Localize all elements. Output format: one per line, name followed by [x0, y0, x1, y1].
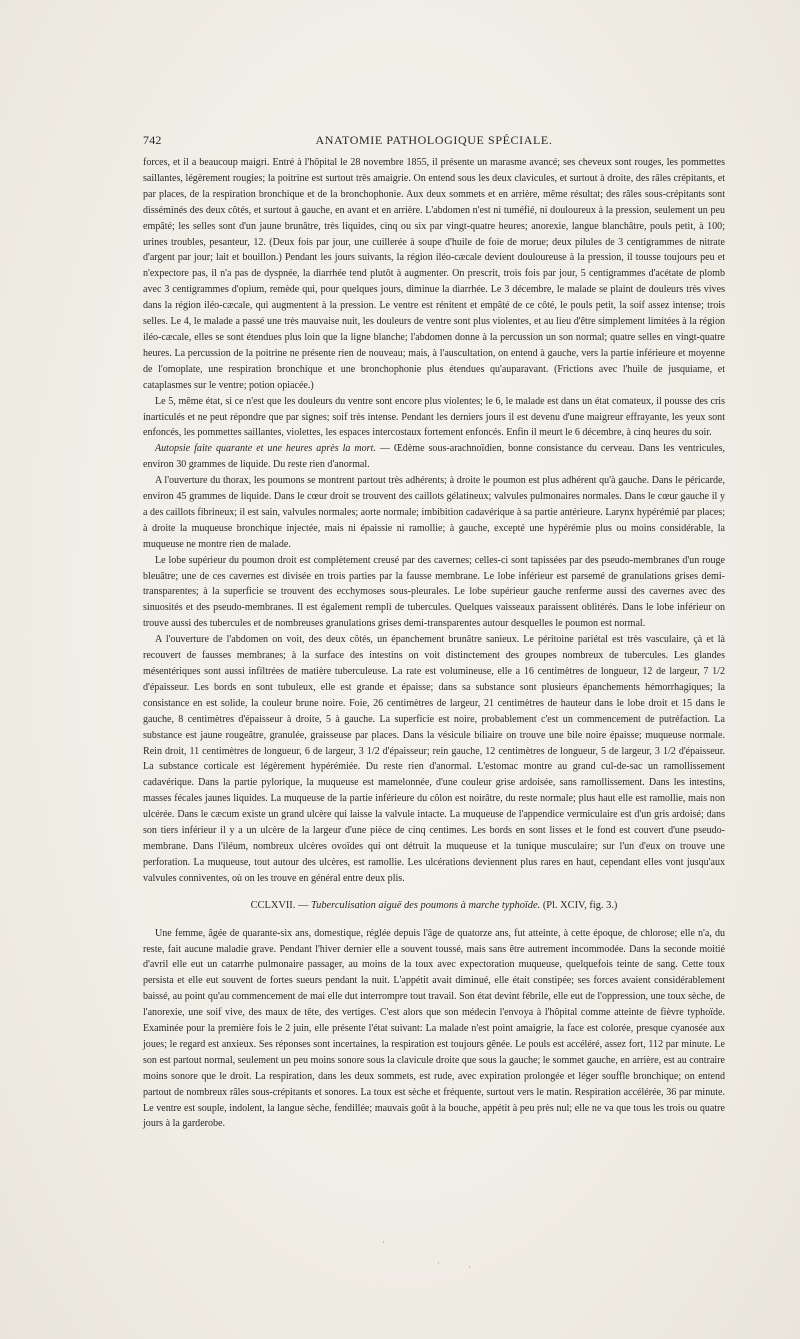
paper-speck: · [468, 1262, 471, 1272]
case-title: Tuberculisation aiguë des poumons à marche typhoïde. [310, 899, 541, 911]
paragraph: A l'ouverture de l'abdomen on voit, des deux côtés, un épanchement brunâtre sanieux. Le péritoine pariétal est très vasculaire, çà et là recouvert de fausses membranes; à la surface des intestins on voit distinctement des groupes nombreux de tubercules. Les glandes mésentériques sont aussi infiltrées de matière tuberculeuse. La rate est volumineuse, elle a 16 centimètres de longueur, 12 de largeur, 7 1/2 d'épaisseur. Les bords en sont tubuleux, elle est grande et épaisse; dans sa substance sont plusieurs épanchements hémorrhagiques; la consistance en est solide, la couleur brune noire. Foie, 26 centimètres de largeur, 21 centimètres de hauteur dans le lobe droit et 15 dans le gauche, 8 centimètres d'épaisseur à droite, 5 à gauche. La superficie est noire, probablement c'est un commencement de putréfaction. La substance est jaune rougeâtre, granulée, graisseuse par places. Dans la vésicule biliaire on trouve une bile noire épaisse; muqueuse normale. Rein droit, 11 centimètres de longueur, 6 de largeur, 3 1/2 d'épaisseur; rein gauche, 12 centimètres de longueur, 5 de largeur, 3 1/2 d'épaisseur. La substance corticale est légèrement hypérémiée. Du reste rien d'anormal. L'estomac montre au grand cul-de-sac un ramollissement cadavérique. Dans la partie pylorique, la muqueuse est mamelonnée, d'une couleur grise ardoisée, sans ramollissement. Dans les intestins, masses fécales jaunes liquides. La muqueuse de la partie inférieure du côlon est noirâtre, du reste normale; plus haut elle est ramollie, mais non ulcérée. Dans le cæcum existe un grand ulcère qui laisse la valvule intacte. La muqueuse de l'appendice vermiculaire est d'un gris ardoisé; dans son tiers inférieur il y a un ulcère de la largeur d'une pièce de cinq centimes. Les bords en sont lisses et le fond est couvert d'une pseudo-membrane. Dans l'iléum, nombreux ulcères ovoïdes qui ont détruit la muqueuse et la tunique musculaire; sur l'un d'eux on trouve une perforation. La muqueuse, tout autour des ulcères, est ramollie. Les ulcérations deviennent plus rares en haut, cependant elles vont jusqu'aux valvules conniventes, où on les trouve en général entre deux plis. [143, 634, 725, 884]
case-paragraph: Une femme, âgée de quarante-six ans, domestique, réglée depuis l'âge de quatorze ans, fut atteinte, à cette époque, de chlorose; elle n'a, du reste, fait aucune maladie grave. Pendant l'hiver dernier elle a souvent toussé, mais sans être autrement incommodée. Dans la seconde moitié d'avril elle eut un catarrhe pulmonaire passager, au moins de la toux avec expectoration muqueuse, quelquefois teinte de sang. Cette toux persista et elle eut souvent de fortes sueurs pendant la nuit. L'appétit avait diminué, elle était constipée; ses forces avaient considérablement baissé, au point qu'au commencement de mai elle dut interrompre tout travail. Son état devint fébrile, elle eut de l'oppression, une toux sèche, de l'anorexie, une soif vive, des maux de tête, des vertiges. C'est alors que son médecin l'envoya à l'hôpital comme atteinte de fièvre typhoïde. Examinée pour la première fois le 2 juin, elle présente l'état suivant: La malade n'est point amaigrie, la face est colorée, presque cyanosée aux joues; le regard est anxieux. Ses réponses sont incertaines, la respiration est toujours gênée. Le pouls est accéléré, assez fort, 112 par minute. Le son est partout normal, seulement un peu moins sonore sous la clavicule droite que sous la gauche; le sommet gauche, en arrière, est au contraire moins sonore que le droit. La respiration, dans les deux sommets, est rude, avec expiration prolongée et léger souffle bronchique; on entend partout de nombreux râles sous-crépitants et sonores. La toux est sèche et fréquente, surtout vers le matin. Respiration accélérée, 36 par minute. Le ventre est souple, indolent, la langue sèche, fendillée; mauvais goût à la bouche, appétit à peu près nul; elle ne va que tous les trois ou quatre jours à la garderobe. [143, 927, 725, 1130]
autopsy-lead: Autopsie faite quarante et une heures après la mort. [155, 443, 376, 455]
page-header [143, 133, 725, 151]
paragraph: Le lobe supérieur du poumon droit est complètement creusé par des cavernes; celles-ci sont tapissées par des pseudo-membranes d'un rouge bleuâtre; une de ces cavernes est divisée en trois parties par la fausse membrane. Le lobe inférieur est parsemé de granulations grises demi-transparentes; à la superficie se trouvent des ecchymoses sous-pleurales. Le lobe supérieur gauche renferme aussi des cavernes avec des sinuosités et des pseudo-membranes. Il est également rempli de tubercules. Quelques vaisseaux paraissent oblitérés. Dans le lobe inférieur on trouve aussi des tubercules et de nombreuses granulations grises demi-transparentes autour desquelles le poumon est normal. [143, 554, 725, 630]
paper-speck: · [382, 1237, 385, 1247]
case-heading [143, 898, 725, 914]
page-number: 742 [143, 133, 162, 147]
paper-speck: · [437, 1258, 440, 1268]
running-head: ANATOMIE PATHOLOGIQUE SPÉCIALE. [315, 133, 553, 147]
autopsy-text: — Œdème sous-arachnoïdien, bonne consistance du cerveau. Dans les ventricules, environ 30 grammes de liquide. Du reste rien d'anormal. [143, 443, 725, 471]
page-body [143, 155, 725, 1132]
autopsy-paragraph [143, 441, 725, 473]
case-number: CCLXVII. — [250, 899, 309, 911]
plate-reference: (Pl. XCIV, fig. 3.) [542, 899, 618, 911]
paragraph: Le 5, même état, si ce n'est que les douleurs du ventre sont encore plus violentes; le 6, le malade est dans un état comateux, il pousse des cris inarticulés et ne peut répondre que par signes; soif très intense. Pendant les derniers jours il est devenu d'une maigreur effrayante, les yeux sont enfoncés, les pommettes saillantes, violettes, les espaces intercostaux fortement enfoncés. Enfin il meurt le 6 décembre, à cinq heures du soir. [143, 395, 725, 439]
paragraph: forces, et il a beaucoup maigri. Entré à l'hôpital le 28 novembre 1855, il présente un marasme avancé; ses cheveux sont rouges, les pommettes saillantes, légèrement rougies; la poitrine est surtout très amaigrie. On entend sous les deux clavicules, et surtout à droite, des râles crépitants, et par places, de la respiration bronchique et de la bronchophonie. Aux deux sommets et en arrière, même résultat; des râles sous-crépitants sont disséminés des deux côtés, et surtout à gauche, en avant et en arrière. L'abdomen n'est ni tuméfié, ni douloureux à la pression, seulement un peu empâté; les selles sont d'un jaune brunâtre, très liquides, cinq ou six par vingt-quatre heures; anorexie, langue blanchâtre, pouls petit, à 100; urines troubles, pesanteur, 12. (Deux fois par jour, une cuillerée à soupe d'huile de foie de morue; deux pilules de 3 centigrammes de nitrate d'argent par jour; lait et bouillon.) Pendant les jours suivants, la région iléo-cæcale devient douloureuse à la pression, il tousse toujours peu et n'expectore pas, il n'a pas de dyspnée, la diarrhée tend plutôt à augmenter. On prescrit, trois fois par jour, 5 centigrammes d'acétate de plomb avec 3 centigrammes d'opium, remède qui, pour quelques jours, diminue la diarrhée. Le 3 décembre, le malade se plaint de douleurs très vives dans la région iléo-cæcale, qui augmentent à la pression. Le ventre est rénitent et empâté de ce côté, le pouls petit, la soif assez intense; trois selles. Le 4, le malade a passé une très mauvaise nuit, les douleurs de ventre sont plus violentes, et au lieu d'être simplement limitées à la région iléo-cæcale, elles se sont étendues plus loin que la ligne blanche; l'abdomen donne à la percussion un son normal; quatre selles en vingt-quatre heures. La percussion de la poitrine ne présente rien de nouveau; mais, à l'auscultation, on entend à gauche, vers la partie inférieure et moyenne de l'omoplate, une respiration bronchique et une bronchophonie plus étendues qu'auparavant. (Frictions avec l'huile de jusquiame, et cataplasmes sur le ventre; potion opiacée.) [143, 157, 725, 391]
paragraph: A l'ouverture du thorax, les poumons se montrent partout très adhérents; à droite le poumon est plus adhérent qu'à gauche. Dans le péricarde, environ 45 grammes de liquide. Dans le cœur droit se trouvent des caillots gélatineux; valvules pulmonaires normales. Dans le cœur gauche il y a des caillots fibrineux; il est sain, valvules normales; aorte normale; imbibition cadavérique à sa partie antérieure. Larynx hypérémié par places; à droite la muqueuse bronchique injectée, mais ni épaissie ni ramollie; à gauche, excepté une hypérémie plus ou moins considérable, la muqueuse ne montre rien de malade. [143, 475, 725, 550]
